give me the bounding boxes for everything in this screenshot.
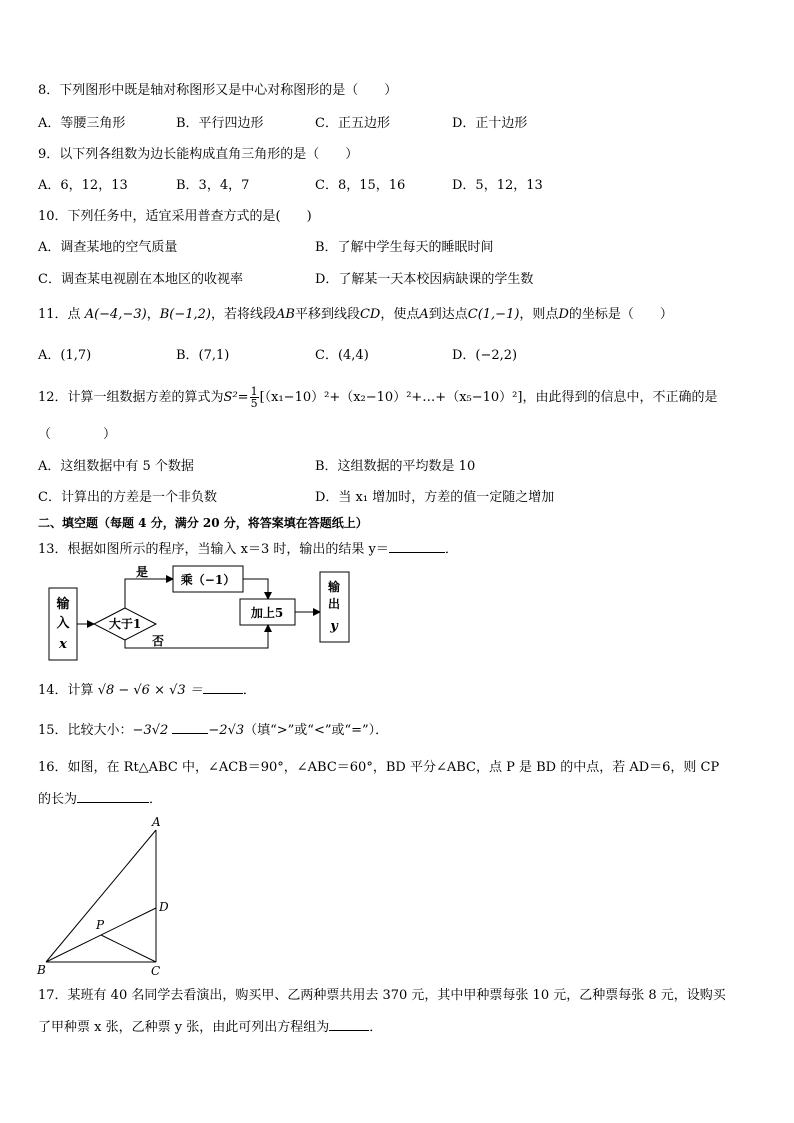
q11-end: 的坐标是（ ） [568,307,673,322]
flow-input-2: 入 [56,616,70,631]
q11-option-c: C．(4,4) [315,348,369,363]
q12-paren: （ ） [38,427,117,442]
q11-num: 11．点 [38,307,81,322]
q8-option-a: A．等腰三角形 [38,116,126,131]
q12-stem [38,384,717,412]
label-d: D [159,900,169,914]
q16-end: ． [149,792,163,807]
segment-ab [46,830,156,962]
q17-line-2-text: 了甲种票 x 张，乙种票 y 张，由此可列出方程组为 [38,1020,330,1035]
q13-stem-text: 13．根据如图所示的程序，当输入 x＝3 时，输出的结果 y＝ [38,542,389,557]
q14-end: ． [242,683,256,698]
segment-cp [101,935,156,962]
q15-stem [38,721,388,740]
q11-seg-cd: CD [359,307,381,322]
q11-text-2: 平移到线段 [294,307,360,322]
q17-line-1: 17．某班有 40 名同学去看演出，购买甲、乙两种票共用去 370 元，其中甲种票每张 10 元，乙种票每张 8 元，设购买 [38,988,726,1003]
q12-s2: S²= [223,390,249,405]
q12-option-b: B．这组数据的平均数是 10 [315,459,476,474]
flow-decision-text: 大于1 [108,617,142,631]
q11-text-5: ，则点 [519,307,559,322]
q10-option-b: B．了解中学生每天的睡眠时间 [315,240,494,255]
q11-point-a: A(−4,−3) [84,307,147,322]
q12-frac-num: 1 [250,385,258,398]
q11-stem: 11．点 A(−4,−3)，B(−1,2)，若将线段AB平移到线段CD，使点A到达点C(1,−1)，则点D的坐标是（ ） [38,307,673,322]
q14-pre: 14．计算 [38,683,94,698]
q8-option-c: C．正五边形 [315,116,390,131]
q11-text-3: ，使点 [380,307,420,322]
flow-output-2: 出 [327,597,341,611]
q11-text-1: ，若将线段 [210,307,276,322]
label-b: B [37,963,46,977]
q11-d: D [558,307,569,322]
q9-option-d: D．5，12，13 [452,178,543,193]
q15-right: −2√3 [208,723,245,738]
q11-point-c: C(1,−1) [467,307,520,322]
flow-arrow-yes [125,579,173,608]
label-p: P [96,918,105,932]
q11-option-b: B．(7,1) [176,348,230,363]
q9-option-b: B．3，4，7 [176,178,250,193]
flow-input-1: 输 [56,597,70,612]
q11-seg-ab: AB [275,307,295,322]
label-a: A [152,815,161,829]
q12-option-c: C．计算出的方差是一个非负数 [38,490,217,505]
q15-end: （填“>”或“<”或“=”）． [244,723,389,738]
q13-answer-blank [389,540,445,553]
q16-line-1: 16．如图，在 Rt△ABC 中，∠ACB＝90°，∠ABC＝60°，BD 平分∠ABC，点 P 是 BD 的中点，若 AD＝6，则 CP [38,760,720,775]
q11-a: A [419,307,429,322]
q17-line-2 [38,1018,382,1037]
flow-arrow-multiply [243,579,268,599]
q10-stem: 10．下列任务中，适宜采用普查方式的是( ) [38,209,312,224]
flow-no-label: 否 [151,634,165,648]
q9-option-a: A．6，12，13 [38,178,128,193]
section-title: 二、填空题（每题 4 分，满分 20 分，将答案填在答题纸上） [38,516,368,530]
q16-triangle-figure [34,814,184,984]
q10-option-a: A．调查某地的空气质量 [38,240,178,255]
q12-option-a: A．这组数据中有 5 个数据 [38,459,194,474]
q16-line-2-text: 的长为 [38,792,78,807]
q17-end: ． [369,1020,383,1035]
q12-frac-den: 5 [250,397,258,410]
q13-end: ． [444,542,458,557]
q13-flowchart [46,564,356,664]
q16-line-2 [38,790,162,809]
q13-stem [38,540,458,559]
q10-option-d: D．了解某一天本校因病缺课的学生数 [315,272,534,287]
q16-answer-blank [77,790,149,803]
flow-output-1: 输 [327,580,341,594]
q14-stem [38,681,256,700]
q9-option-c: C．8，15，16 [315,178,406,193]
flow-output-y: y [330,619,338,634]
flow-input-x: x [59,637,67,652]
q11-option-a: A．(1,7) [38,348,92,363]
q8-stem: 8．下列图形中既是轴对称图形又是中心对称图形的是（ ） [38,83,398,98]
q12-post: ，由此得到的信息中，不正确的是 [522,390,718,405]
label-c: C [151,964,161,978]
q15-pre: 15．比较大小： [38,723,133,738]
q12-pre: 12．计算一组数据方差的算式为 [38,390,224,405]
q8-option-b: B．平行四边形 [176,116,264,131]
q11-option-d: D．(−2,2) [452,348,518,363]
q11-text-4: 到达点 [428,307,468,322]
flow-add-text: 加上5 [250,606,284,620]
q15-left: −3√2 [132,723,169,738]
q8-option-d: D．正十边形 [452,116,528,131]
q10-option-c: C．调查某电视剧在本地区的收视率 [38,272,243,287]
flow-yes-label: 是 [135,565,149,579]
q12-option-d: D．当 x₁ 增加时，方差的值一定随之增加 [315,490,555,505]
q12-fraction [250,386,259,409]
q12-formula: [（x₁−10）²+（x₂−10）²+…+（x₅−10）²] [259,390,523,405]
q9-stem: 9．以下列各组数为边长能构成直角三角形的是（ ） [38,147,359,162]
q15-answer-blank [172,721,208,734]
q11-point-b: B(−1,2) [159,307,211,322]
q17-answer-blank [329,1018,369,1031]
q14-expr: √8 − √6 × √3 ＝ [97,683,203,698]
q14-answer-blank [203,681,243,694]
flow-multiply-text: 乘（−1） [180,573,236,587]
